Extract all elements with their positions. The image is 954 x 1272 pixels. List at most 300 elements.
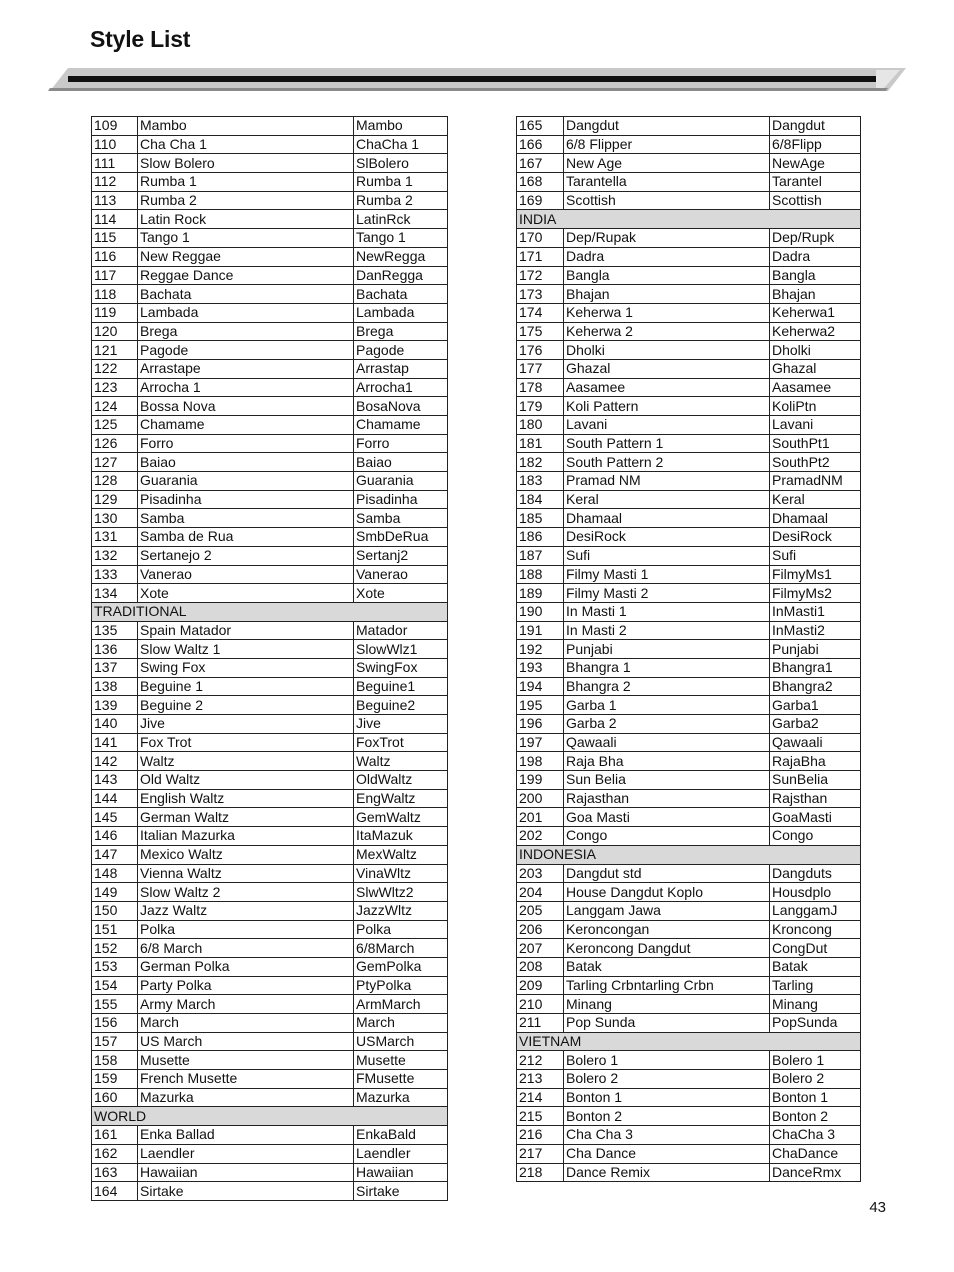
style-name: Garba 1 bbox=[564, 696, 770, 715]
style-short-name: DanRegga bbox=[354, 266, 448, 285]
style-row bbox=[92, 528, 448, 547]
style-row bbox=[92, 191, 448, 210]
style-row bbox=[517, 322, 861, 341]
style-number: 161 bbox=[92, 1126, 138, 1145]
header-rule-black-bar bbox=[68, 76, 876, 82]
style-row bbox=[92, 472, 448, 491]
style-short-name: InMasti2 bbox=[770, 621, 861, 640]
style-short-name: Baiao bbox=[354, 453, 448, 472]
style-number: 190 bbox=[517, 602, 564, 621]
style-name: Samba bbox=[138, 509, 354, 528]
style-name: Dangdut bbox=[564, 117, 770, 136]
style-row bbox=[517, 117, 861, 136]
style-number: 110 bbox=[92, 135, 138, 154]
style-row bbox=[517, 416, 861, 435]
style-name: House Dangdut Koplo bbox=[564, 883, 770, 902]
style-number: 165 bbox=[517, 117, 564, 136]
style-number: 149 bbox=[92, 883, 138, 902]
style-name: March bbox=[138, 1014, 354, 1033]
header-rule-shade bbox=[50, 68, 906, 91]
style-row bbox=[92, 1182, 448, 1201]
style-name: Punjabi bbox=[564, 640, 770, 659]
style-short-name: Forro bbox=[354, 434, 448, 453]
style-short-name: Lavani bbox=[770, 416, 861, 435]
style-short-name: Congo bbox=[770, 827, 861, 846]
style-number: 171 bbox=[517, 247, 564, 266]
style-short-name: Keral bbox=[770, 490, 861, 509]
style-row bbox=[92, 677, 448, 696]
style-name: Bangla bbox=[564, 266, 770, 285]
style-name: 6/8 March bbox=[138, 939, 354, 958]
style-row bbox=[92, 453, 448, 472]
style-short-name: Tango 1 bbox=[354, 229, 448, 248]
style-name: Bolero 2 bbox=[564, 1070, 770, 1089]
style-row bbox=[517, 640, 861, 659]
style-number: 127 bbox=[92, 453, 138, 472]
style-number: 139 bbox=[92, 696, 138, 715]
style-short-name: Mambo bbox=[354, 117, 448, 136]
style-short-name: Keherwa2 bbox=[770, 322, 861, 341]
style-name: Koli Pattern bbox=[564, 397, 770, 416]
style-number: 128 bbox=[92, 472, 138, 491]
style-short-name: Dadra bbox=[770, 247, 861, 266]
style-short-name: Bonton 2 bbox=[770, 1107, 861, 1126]
style-short-name: LanggamJ bbox=[770, 901, 861, 920]
style-number: 170 bbox=[517, 229, 564, 248]
category-row bbox=[92, 602, 448, 621]
style-short-name: Samba bbox=[354, 509, 448, 528]
style-number: 175 bbox=[517, 322, 564, 341]
style-name: Dholki bbox=[564, 341, 770, 360]
style-short-name: GemPolka bbox=[354, 957, 448, 976]
style-name: Brega bbox=[138, 322, 354, 341]
style-name: Jive bbox=[138, 715, 354, 734]
style-row bbox=[92, 565, 448, 584]
style-number: 164 bbox=[92, 1182, 138, 1201]
style-number: 196 bbox=[517, 715, 564, 734]
style-name: Vanerao bbox=[138, 565, 354, 584]
style-short-name: Kroncong bbox=[770, 920, 861, 939]
style-number: 173 bbox=[517, 285, 564, 304]
style-number: 168 bbox=[517, 173, 564, 192]
style-short-name: SwingFox bbox=[354, 658, 448, 677]
style-short-name: LatinRck bbox=[354, 210, 448, 229]
style-name: DesiRock bbox=[564, 528, 770, 547]
style-short-name: Arrastap bbox=[354, 359, 448, 378]
style-name: South Pattern 2 bbox=[564, 453, 770, 472]
style-name: Scottish bbox=[564, 191, 770, 210]
style-number: 115 bbox=[92, 229, 138, 248]
style-name: New Reggae bbox=[138, 247, 354, 266]
style-row bbox=[92, 210, 448, 229]
style-number: 202 bbox=[517, 827, 564, 846]
style-number: 183 bbox=[517, 472, 564, 491]
style-row bbox=[517, 621, 861, 640]
style-name: Garba 2 bbox=[564, 715, 770, 734]
style-name: Congo bbox=[564, 827, 770, 846]
style-row bbox=[517, 1014, 861, 1033]
style-row bbox=[517, 247, 861, 266]
style-row bbox=[92, 1070, 448, 1089]
style-number: 193 bbox=[517, 658, 564, 677]
style-name: Bhajan bbox=[564, 285, 770, 304]
style-row bbox=[92, 1088, 448, 1107]
style-name: In Masti 2 bbox=[564, 621, 770, 640]
style-short-name: OldWaltz bbox=[354, 771, 448, 790]
style-number: 215 bbox=[517, 1107, 564, 1126]
style-row bbox=[517, 472, 861, 491]
style-number: 218 bbox=[517, 1163, 564, 1182]
style-row bbox=[517, 1051, 861, 1070]
category-row bbox=[517, 210, 861, 229]
style-name: Baiao bbox=[138, 453, 354, 472]
style-name: Goa Masti bbox=[564, 808, 770, 827]
style-row bbox=[92, 509, 448, 528]
style-row bbox=[92, 135, 448, 154]
style-row bbox=[92, 1144, 448, 1163]
style-name: Reggae Dance bbox=[138, 266, 354, 285]
style-short-name: Beguine2 bbox=[354, 696, 448, 715]
style-short-name: Bolero 2 bbox=[770, 1070, 861, 1089]
style-row bbox=[92, 808, 448, 827]
style-name: Keral bbox=[564, 490, 770, 509]
style-short-name: ArmMarch bbox=[354, 995, 448, 1014]
style-name: Lambada bbox=[138, 303, 354, 322]
style-short-name: FMusette bbox=[354, 1070, 448, 1089]
style-number: 129 bbox=[92, 490, 138, 509]
style-short-name: EngWaltz bbox=[354, 789, 448, 808]
style-number: 185 bbox=[517, 509, 564, 528]
style-short-name: InMasti1 bbox=[770, 602, 861, 621]
style-number: 138 bbox=[92, 677, 138, 696]
header-rule-shade-dark bbox=[48, 88, 888, 91]
style-row bbox=[517, 920, 861, 939]
style-row bbox=[517, 191, 861, 210]
style-short-name: Mazurka bbox=[354, 1088, 448, 1107]
style-short-name: Bonton 1 bbox=[770, 1088, 861, 1107]
style-short-name: FilmyMs1 bbox=[770, 565, 861, 584]
style-number: 206 bbox=[517, 920, 564, 939]
style-row bbox=[92, 883, 448, 902]
style-number: 186 bbox=[517, 528, 564, 547]
style-number: 212 bbox=[517, 1051, 564, 1070]
style-number: 195 bbox=[517, 696, 564, 715]
style-short-name: 6/8Flipp bbox=[770, 135, 861, 154]
style-number: 187 bbox=[517, 546, 564, 565]
style-name: Swing Fox bbox=[138, 658, 354, 677]
style-number: 134 bbox=[92, 584, 138, 603]
style-number: 111 bbox=[92, 154, 138, 173]
style-name: Chamame bbox=[138, 416, 354, 435]
style-short-name: DanceRmx bbox=[770, 1163, 861, 1182]
style-name: Pop Sunda bbox=[564, 1014, 770, 1033]
style-row bbox=[517, 901, 861, 920]
style-name: German Waltz bbox=[138, 808, 354, 827]
style-short-name: Tarantel bbox=[770, 173, 861, 192]
style-number: 153 bbox=[92, 957, 138, 976]
style-short-name: KoliPtn bbox=[770, 397, 861, 416]
style-name: Laendler bbox=[138, 1144, 354, 1163]
style-short-name: SlBolero bbox=[354, 154, 448, 173]
style-short-name: Sertanj2 bbox=[354, 546, 448, 565]
style-row bbox=[92, 341, 448, 360]
style-short-name: SmbDeRua bbox=[354, 528, 448, 547]
style-number: 213 bbox=[517, 1070, 564, 1089]
style-number: 157 bbox=[92, 1032, 138, 1051]
style-row bbox=[92, 285, 448, 304]
style-row bbox=[92, 733, 448, 752]
style-short-name: March bbox=[354, 1014, 448, 1033]
style-row bbox=[517, 1088, 861, 1107]
style-name: Enka Ballad bbox=[138, 1126, 354, 1145]
style-number: 177 bbox=[517, 359, 564, 378]
style-short-name: FilmyMs2 bbox=[770, 584, 861, 603]
style-row bbox=[92, 359, 448, 378]
style-row bbox=[517, 229, 861, 248]
style-number: 148 bbox=[92, 864, 138, 883]
style-name: Sirtake bbox=[138, 1182, 354, 1201]
style-name: Bachata bbox=[138, 285, 354, 304]
style-name: Latin Rock bbox=[138, 210, 354, 229]
style-short-name: CongDut bbox=[770, 939, 861, 958]
style-number: 151 bbox=[92, 920, 138, 939]
style-name: Keherwa 2 bbox=[564, 322, 770, 341]
style-name: German Polka bbox=[138, 957, 354, 976]
style-number: 167 bbox=[517, 154, 564, 173]
style-name: 6/8 Flipper bbox=[564, 135, 770, 154]
style-number: 192 bbox=[517, 640, 564, 659]
style-row bbox=[92, 322, 448, 341]
style-number: 114 bbox=[92, 210, 138, 229]
style-name: Guarania bbox=[138, 472, 354, 491]
style-short-name: FoxTrot bbox=[354, 733, 448, 752]
style-row bbox=[92, 715, 448, 734]
style-name: Fox Trot bbox=[138, 733, 354, 752]
style-short-name: Pisadinha bbox=[354, 490, 448, 509]
style-row bbox=[92, 658, 448, 677]
style-number: 180 bbox=[517, 416, 564, 435]
style-row bbox=[92, 490, 448, 509]
style-short-name: Sirtake bbox=[354, 1182, 448, 1201]
style-row bbox=[517, 509, 861, 528]
style-row bbox=[92, 229, 448, 248]
style-name: Arrocha 1 bbox=[138, 378, 354, 397]
style-short-name: Beguine1 bbox=[354, 677, 448, 696]
style-name: Dance Remix bbox=[564, 1163, 770, 1182]
style-number: 188 bbox=[517, 565, 564, 584]
style-number: 147 bbox=[92, 845, 138, 864]
style-row bbox=[517, 546, 861, 565]
category-row bbox=[517, 1032, 861, 1051]
style-row bbox=[517, 602, 861, 621]
style-short-name: DesiRock bbox=[770, 528, 861, 547]
style-name: Qawaali bbox=[564, 733, 770, 752]
style-short-name: Batak bbox=[770, 957, 861, 976]
style-short-name: ChaDance bbox=[770, 1144, 861, 1163]
style-short-name: Garba1 bbox=[770, 696, 861, 715]
style-name: Slow Bolero bbox=[138, 154, 354, 173]
style-row bbox=[517, 957, 861, 976]
style-short-name: Chamame bbox=[354, 416, 448, 435]
style-row bbox=[517, 789, 861, 808]
style-number: 145 bbox=[92, 808, 138, 827]
style-short-name: Brega bbox=[354, 322, 448, 341]
style-short-name: Rajsthan bbox=[770, 789, 861, 808]
style-table-right bbox=[516, 116, 861, 1182]
style-short-name: Arrocha1 bbox=[354, 378, 448, 397]
style-short-name: Lambada bbox=[354, 303, 448, 322]
style-name: In Masti 1 bbox=[564, 602, 770, 621]
style-number: 162 bbox=[92, 1144, 138, 1163]
style-row bbox=[517, 1126, 861, 1145]
style-number: 169 bbox=[517, 191, 564, 210]
style-row bbox=[517, 733, 861, 752]
style-name: Vienna Waltz bbox=[138, 864, 354, 883]
style-name: Keroncong Dangdut bbox=[564, 939, 770, 958]
style-name: Sufi bbox=[564, 546, 770, 565]
style-row bbox=[517, 154, 861, 173]
style-name: Beguine 2 bbox=[138, 696, 354, 715]
style-short-name: Vanerao bbox=[354, 565, 448, 584]
style-row bbox=[517, 490, 861, 509]
style-short-name: ItaMazuk bbox=[354, 827, 448, 846]
style-name: Filmy Masti 2 bbox=[564, 584, 770, 603]
style-row bbox=[517, 1163, 861, 1182]
style-number: 155 bbox=[92, 995, 138, 1014]
style-row bbox=[517, 378, 861, 397]
style-name: Old Waltz bbox=[138, 771, 354, 790]
style-number: 209 bbox=[517, 976, 564, 995]
style-name: Sertanejo 2 bbox=[138, 546, 354, 565]
style-number: 199 bbox=[517, 771, 564, 790]
style-short-name: PtyPolka bbox=[354, 976, 448, 995]
style-row bbox=[517, 434, 861, 453]
style-name: Xote bbox=[138, 584, 354, 603]
style-number: 217 bbox=[517, 1144, 564, 1163]
style-number: 125 bbox=[92, 416, 138, 435]
style-row bbox=[517, 453, 861, 472]
style-row bbox=[517, 677, 861, 696]
style-short-name: NewRegga bbox=[354, 247, 448, 266]
style-row bbox=[517, 715, 861, 734]
style-number: 207 bbox=[517, 939, 564, 958]
style-number: 136 bbox=[92, 640, 138, 659]
style-name: Cha Dance bbox=[564, 1144, 770, 1163]
style-number: 137 bbox=[92, 658, 138, 677]
style-number: 211 bbox=[517, 1014, 564, 1033]
style-number: 116 bbox=[92, 247, 138, 266]
style-number: 154 bbox=[92, 976, 138, 995]
style-number: 184 bbox=[517, 490, 564, 509]
style-number: 156 bbox=[92, 1014, 138, 1033]
style-short-name: PramadNM bbox=[770, 472, 861, 491]
style-short-name: Guarania bbox=[354, 472, 448, 491]
style-number: 140 bbox=[92, 715, 138, 734]
style-short-name: GemWaltz bbox=[354, 808, 448, 827]
style-short-name: Rumba 2 bbox=[354, 191, 448, 210]
category-label: TRADITIONAL bbox=[92, 602, 448, 621]
style-number: 131 bbox=[92, 528, 138, 547]
style-row bbox=[92, 1051, 448, 1070]
style-name: Minang bbox=[564, 995, 770, 1014]
style-short-name: Dhamaal bbox=[770, 509, 861, 528]
style-number: 214 bbox=[517, 1088, 564, 1107]
style-short-name: Qawaali bbox=[770, 733, 861, 752]
style-row bbox=[517, 1070, 861, 1089]
style-row bbox=[92, 1014, 448, 1033]
style-name: Samba de Rua bbox=[138, 528, 354, 547]
style-number: 135 bbox=[92, 621, 138, 640]
style-short-name: PopSunda bbox=[770, 1014, 861, 1033]
style-short-name: GoaMasti bbox=[770, 808, 861, 827]
style-row bbox=[92, 416, 448, 435]
style-short-name: EnkaBald bbox=[354, 1126, 448, 1145]
style-short-name: Dangdut bbox=[770, 117, 861, 136]
category-label: VIETNAM bbox=[517, 1032, 861, 1051]
style-name: Bhangra 1 bbox=[564, 658, 770, 677]
style-number: 197 bbox=[517, 733, 564, 752]
style-row bbox=[517, 266, 861, 285]
style-name: Dangdut std bbox=[564, 864, 770, 883]
style-number: 132 bbox=[92, 546, 138, 565]
style-short-name: BosaNova bbox=[354, 397, 448, 416]
style-name: Dadra bbox=[564, 247, 770, 266]
style-short-name: SouthPt1 bbox=[770, 434, 861, 453]
style-number: 152 bbox=[92, 939, 138, 958]
style-name: Forro bbox=[138, 434, 354, 453]
style-short-name: Scottish bbox=[770, 191, 861, 210]
style-short-name: Jive bbox=[354, 715, 448, 734]
style-name: Filmy Masti 1 bbox=[564, 565, 770, 584]
style-short-name: Ghazal bbox=[770, 359, 861, 378]
style-number: 144 bbox=[92, 789, 138, 808]
style-row bbox=[517, 303, 861, 322]
style-row bbox=[517, 939, 861, 958]
style-short-name: RajaBha bbox=[770, 752, 861, 771]
style-number: 121 bbox=[92, 341, 138, 360]
style-row bbox=[517, 771, 861, 790]
style-number: 130 bbox=[92, 509, 138, 528]
category-label: INDONESIA bbox=[517, 845, 861, 864]
style-number: 204 bbox=[517, 883, 564, 902]
style-row bbox=[92, 957, 448, 976]
style-name: Ghazal bbox=[564, 359, 770, 378]
style-short-name: Bhajan bbox=[770, 285, 861, 304]
style-row bbox=[92, 995, 448, 1014]
style-name: Pramad NM bbox=[564, 472, 770, 491]
style-number: 124 bbox=[92, 397, 138, 416]
style-row bbox=[517, 528, 861, 547]
style-name: Mambo bbox=[138, 117, 354, 136]
style-row bbox=[92, 397, 448, 416]
style-row bbox=[517, 696, 861, 715]
style-row bbox=[92, 584, 448, 603]
style-number: 118 bbox=[92, 285, 138, 304]
style-short-name: Dep/Rupk bbox=[770, 229, 861, 248]
style-row bbox=[517, 397, 861, 416]
style-number: 201 bbox=[517, 808, 564, 827]
style-short-name: Keherwa1 bbox=[770, 303, 861, 322]
style-short-name: JazzWltz bbox=[354, 901, 448, 920]
style-row bbox=[92, 845, 448, 864]
style-number: 166 bbox=[517, 135, 564, 154]
style-row bbox=[92, 303, 448, 322]
style-row bbox=[92, 1163, 448, 1182]
style-name: Lavani bbox=[564, 416, 770, 435]
style-short-name: Dangduts bbox=[770, 864, 861, 883]
style-short-name: Waltz bbox=[354, 752, 448, 771]
style-number: 117 bbox=[92, 266, 138, 285]
